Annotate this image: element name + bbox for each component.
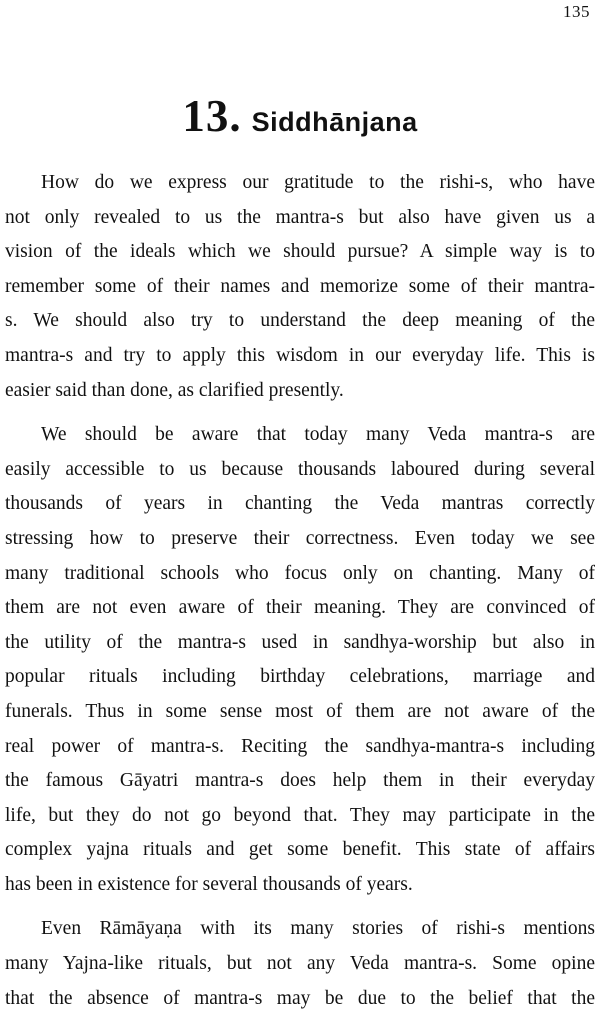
- text-line: easily accessible to us because thousands laboured during several: [5, 458, 595, 480]
- text-line: that the absence of mantra-s may be due to the belief that the: [5, 987, 595, 1009]
- text-line: them are not even aware of their meaning. They are convinced of: [5, 597, 595, 619]
- text-line: stressing how to preserve their correctness. Even today we see: [5, 527, 595, 549]
- chapter-heading: [0, 90, 600, 142]
- paragraph: [5, 912, 595, 1016]
- chapter-title: Siddhānjana: [251, 107, 418, 137]
- text-line: easier said than done, as clarified presently.: [5, 379, 344, 401]
- text-line: Even Rāmāyaṇa with its many stories of rishi-s mentions: [41, 918, 595, 940]
- text-line: the utility of the mantra-s used in sandhya-worship but also in: [5, 631, 595, 653]
- text-line: many traditional schools who focus only on chanting. Many of: [5, 562, 595, 584]
- text-line: life, but they do not go beyond that. They may participate in the: [5, 804, 595, 826]
- text-line: vision of the ideals which we should pursue? A simple way is to: [5, 241, 595, 263]
- text-line: thousands of years in chanting the Veda mantras correctly: [5, 493, 595, 515]
- text-line: the famous Gāyatri mantra-s does help them in their everyday: [5, 770, 595, 792]
- text-line: has been in existence for several thousands of years.: [5, 873, 413, 895]
- text-line: complex yajna rituals and get some benefit. This state of affairs: [5, 839, 595, 861]
- text-line: remember some of their names and memorize some of their mantra-: [5, 275, 595, 297]
- text-line: How do we express our gratitude to the rishi-s, who have: [41, 172, 595, 193]
- body-text: [5, 166, 595, 1026]
- text-line: popular rituals including birthday celebrations, marriage and: [5, 666, 595, 688]
- chapter-number: 13.: [182, 91, 242, 141]
- text-line: funerals. Thus in some sense most of them are not aware of the: [5, 700, 595, 722]
- page-number: 135: [563, 2, 590, 21]
- text-line: not only revealed to us the mantra-s but also have given us a: [5, 206, 595, 228]
- paragraph: [5, 418, 595, 902]
- text-line: s. We should also try to understand the deep meaning of the: [5, 310, 595, 332]
- text-line: We should be aware that today many Veda mantra-s are: [41, 424, 595, 446]
- text-line: many Yajna-like rituals, but not any Veda mantra-s. Some opine: [5, 953, 595, 975]
- text-line: real power of mantra-s. Reciting the sandhya-mantra-s including: [5, 735, 595, 757]
- text-line: mantra-s and try to apply this wisdom in our everyday life. This is: [5, 344, 595, 366]
- paragraph: [5, 166, 595, 408]
